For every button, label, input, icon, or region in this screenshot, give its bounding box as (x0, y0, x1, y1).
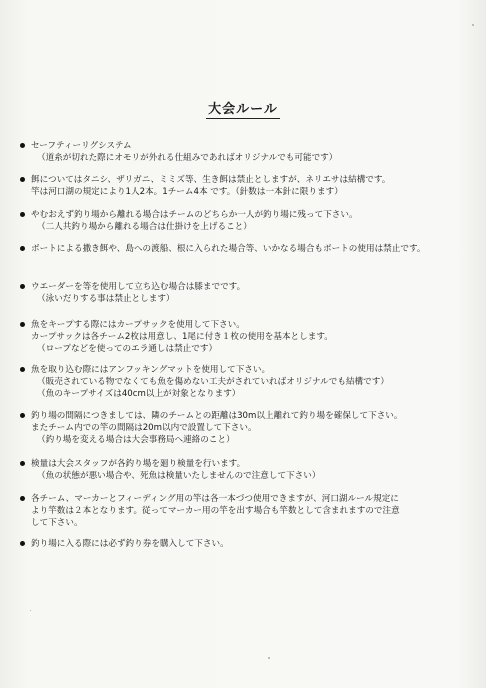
rule-line: 各チーム、マーカーとフィーディング用の竿は各一本づつ使用できますが、河口湖ルール規定に (31, 494, 399, 504)
rule-note: （魚の状態が悪い場合や、死魚は検量いたしませんので注意して下さい） (37, 471, 321, 481)
bullet-icon (20, 496, 25, 501)
bullet-icon (20, 413, 25, 418)
rule-line: 検量は大会スタッフが各釣り場を廻り検量を行います。 (31, 459, 246, 469)
bullet-icon (20, 143, 25, 148)
rule-line: して下さい。 (31, 518, 83, 528)
rule-note: （道糸が切れた際にオモリが外れる仕組みであればオリジナルでも可能です） (37, 153, 338, 163)
bullet-icon (20, 322, 25, 327)
rule-note: （釣り場を変える場合は大会事務局へ連絡のこと） (37, 435, 235, 445)
bullet-icon (20, 461, 25, 466)
rule-note: （販売されている物でなくても魚を傷めない工夫がされていればオリジナルでも結構です） (37, 377, 389, 387)
rule-line: ウエーダーを等を使用して立ち込む場合は膝までです。 (31, 282, 246, 292)
rule-line: カープサックは各チーム2枚は用意し、1尾に付き１枚の使用を基本とします。 (31, 332, 333, 342)
scan-speck (472, 24, 474, 26)
bullet-icon (20, 177, 25, 182)
bullet-icon (20, 284, 25, 289)
rule-line: 釣り場に入る際には必ず釣り券を購入して下さい。 (31, 539, 229, 549)
page-title (0, 98, 486, 117)
rule-line: またチーム内での竿の間隔は20m以内で設置して下さい。 (31, 423, 257, 433)
rule-line: 釣り場の間隔につきましては、隣のチームとの距離は30m以上離れて釣り場を確保して下さい。 (31, 411, 403, 421)
rule-note: （魚のキープサイズは40cm以上が対象となります） (37, 389, 241, 399)
rule-note: （二人共釣り場から離れる場合は仕掛けを上げること） (37, 222, 252, 232)
bullet-icon (20, 246, 25, 251)
rule-note: （ロープなどを使ってのエラ通しは禁止です） (37, 344, 218, 354)
rule-line: やむおえず釣り場から離れる場合はチームのどちらか一人が釣り場に残って下さい。 (31, 210, 358, 220)
rule-line: セーフティーリグシステム (31, 141, 132, 151)
scan-speck (268, 657, 270, 659)
scan-speck (30, 610, 31, 611)
rule-line: 餌についてはタニシ、ザリガニ、ミミズ等、生き餌は禁止としますが、ネリエサは結構です。 (31, 175, 391, 185)
rule-line: より竿数は２本となります。従ってマーカー用の竿を出す場合も竿数として含まれますので注意 (31, 506, 400, 516)
rule-line: 魚を取り込む際にはアンフッキングマットを使用して下さい。 (31, 365, 271, 375)
bullet-icon (20, 212, 25, 217)
rule-note: （泳いだりする事は禁止とします） (37, 294, 175, 304)
rule-line: 魚をキープする際にはカープサックを使用して下さい。 (31, 320, 245, 330)
bullet-icon (20, 541, 25, 546)
bullet-icon (20, 367, 25, 372)
rule-line: ボートによる撒き餌や、島への渡船、根に入られた場合等、いかなる場合もボートの使用は禁止です。 (31, 244, 426, 254)
rule-line: 竿は河口湖の規定により1人2本。1チーム4本 です。（針数は一本針に限ります） (31, 187, 343, 197)
page-title-text: 大会ルール (208, 102, 278, 117)
